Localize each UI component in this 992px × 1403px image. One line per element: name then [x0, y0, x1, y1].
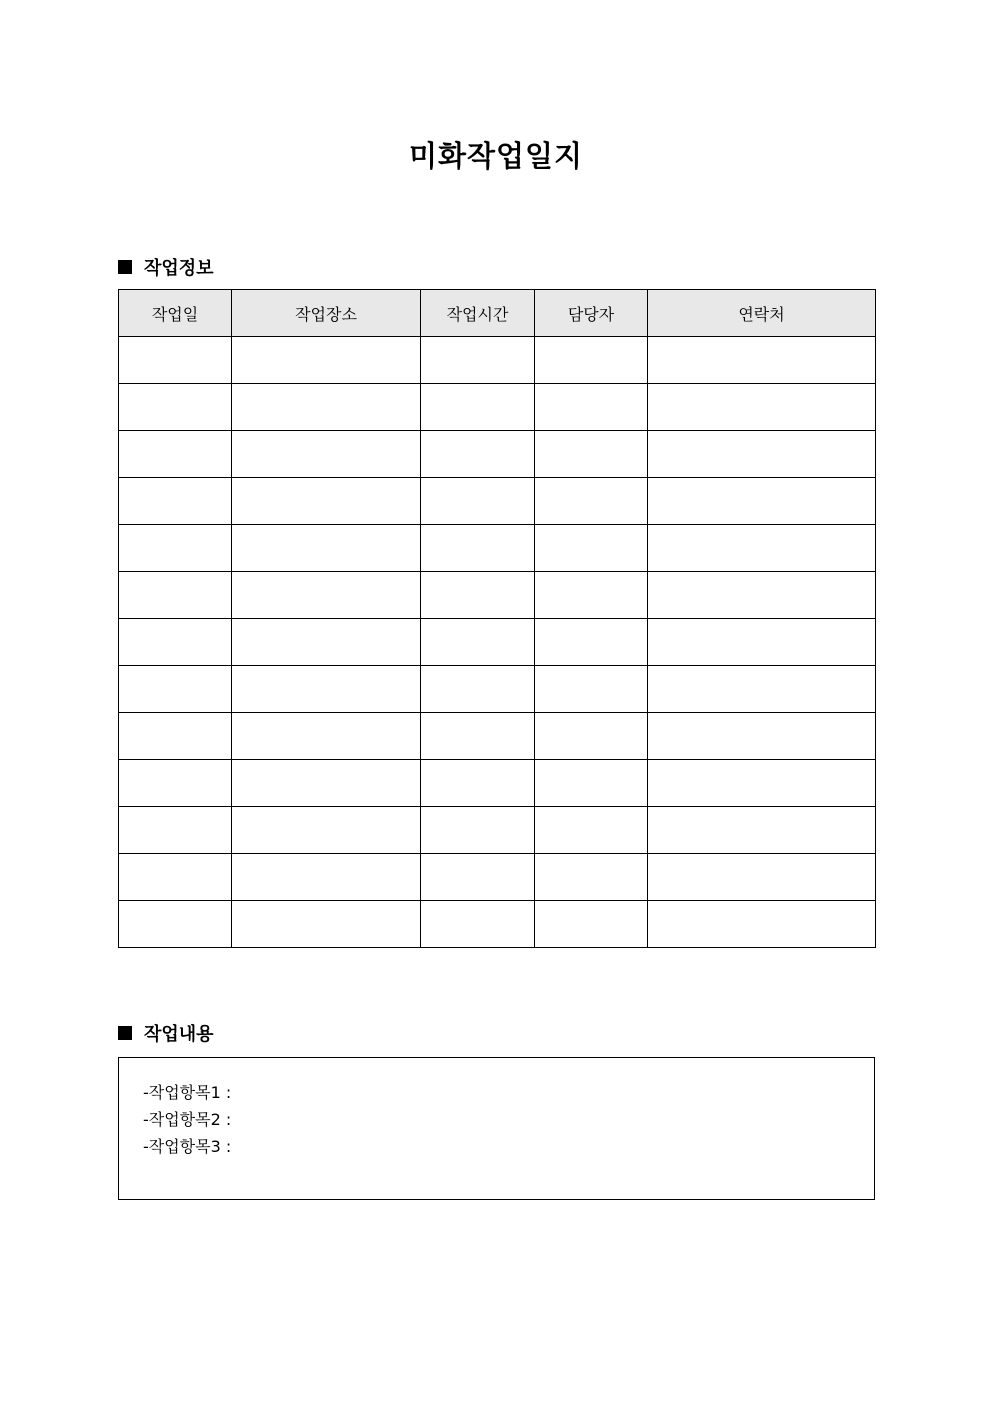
table-row — [119, 431, 876, 478]
cell-contact[interactable] — [648, 713, 876, 760]
cell-date[interactable] — [119, 384, 232, 431]
column-header-manager: 담당자 — [535, 290, 648, 337]
cell-date[interactable] — [119, 572, 232, 619]
cell-date[interactable] — [119, 525, 232, 572]
cell-location[interactable] — [232, 713, 421, 760]
work-item-1: -작업항목1 : — [143, 1083, 232, 1102]
cell-date[interactable] — [119, 337, 232, 384]
cell-contact[interactable] — [648, 901, 876, 948]
table-row — [119, 901, 876, 948]
cell-date[interactable] — [119, 666, 232, 713]
cell-time[interactable] — [421, 760, 535, 807]
cell-date[interactable] — [119, 478, 232, 525]
cell-location[interactable] — [232, 760, 421, 807]
cell-manager[interactable] — [535, 854, 648, 901]
section-heading-label: 작업내용 — [144, 1024, 214, 1045]
cell-location[interactable] — [232, 525, 421, 572]
work-content-box[interactable] — [118, 1057, 875, 1200]
table-row — [119, 572, 876, 619]
table-row — [119, 525, 876, 572]
cell-time[interactable] — [421, 713, 535, 760]
cell-location[interactable] — [232, 431, 421, 478]
cell-manager[interactable] — [535, 572, 648, 619]
table-row — [119, 760, 876, 807]
cell-contact[interactable] — [648, 478, 876, 525]
table-row — [119, 807, 876, 854]
document-title: 미화작업일지 — [408, 139, 584, 173]
cell-manager[interactable] — [535, 337, 648, 384]
cell-location[interactable] — [232, 807, 421, 854]
cell-time[interactable] — [421, 572, 535, 619]
work-item-2: -작업항목2 : — [143, 1110, 232, 1129]
cell-date[interactable] — [119, 854, 232, 901]
cell-time[interactable] — [421, 619, 535, 666]
cell-date[interactable] — [119, 713, 232, 760]
cell-time[interactable] — [421, 807, 535, 854]
table-row — [119, 666, 876, 713]
cell-location[interactable] — [232, 337, 421, 384]
square-bullet-icon — [118, 260, 132, 274]
cell-date[interactable] — [119, 431, 232, 478]
cell-time[interactable] — [421, 384, 535, 431]
cell-manager[interactable] — [535, 901, 648, 948]
cell-location[interactable] — [232, 572, 421, 619]
cell-contact[interactable] — [648, 337, 876, 384]
table-row — [119, 713, 876, 760]
work-info-table — [118, 289, 876, 948]
cell-contact[interactable] — [648, 854, 876, 901]
cell-manager[interactable] — [535, 807, 648, 854]
cell-manager[interactable] — [535, 384, 648, 431]
cell-contact[interactable] — [648, 431, 876, 478]
work-item-3: -작업항목3 : — [143, 1137, 232, 1156]
cell-location[interactable] — [232, 384, 421, 431]
cell-location[interactable] — [232, 619, 421, 666]
cell-time[interactable] — [421, 854, 535, 901]
section-heading-work-content — [118, 1020, 214, 1046]
cell-time[interactable] — [421, 901, 535, 948]
cell-date[interactable] — [119, 807, 232, 854]
cell-contact[interactable] — [648, 807, 876, 854]
column-header-contact: 연락처 — [648, 290, 876, 337]
cell-manager[interactable] — [535, 478, 648, 525]
cell-manager[interactable] — [535, 619, 648, 666]
column-header-location: 작업장소 — [232, 290, 421, 337]
table-row — [119, 854, 876, 901]
cell-location[interactable] — [232, 901, 421, 948]
section-heading-work-info — [118, 254, 214, 280]
cell-location[interactable] — [232, 666, 421, 713]
cell-date[interactable] — [119, 760, 232, 807]
cell-manager[interactable] — [535, 431, 648, 478]
column-header-time: 작업시간 — [421, 290, 535, 337]
table-row — [119, 619, 876, 666]
cell-manager[interactable] — [535, 525, 648, 572]
table-row — [119, 384, 876, 431]
cell-time[interactable] — [421, 666, 535, 713]
cell-time[interactable] — [421, 478, 535, 525]
cell-contact[interactable] — [648, 525, 876, 572]
cell-contact[interactable] — [648, 572, 876, 619]
cell-date[interactable] — [119, 901, 232, 948]
cell-location[interactable] — [232, 854, 421, 901]
cell-date[interactable] — [119, 619, 232, 666]
cell-manager[interactable] — [535, 713, 648, 760]
table-row — [119, 337, 876, 384]
square-bullet-icon — [118, 1026, 132, 1040]
cell-contact[interactable] — [648, 619, 876, 666]
cell-time[interactable] — [421, 337, 535, 384]
table-row — [119, 478, 876, 525]
cell-contact[interactable] — [648, 760, 876, 807]
column-header-date: 작업일 — [119, 290, 232, 337]
cell-location[interactable] — [232, 478, 421, 525]
cell-time[interactable] — [421, 431, 535, 478]
table-header-row — [119, 290, 876, 337]
cell-contact[interactable] — [648, 666, 876, 713]
cell-contact[interactable] — [648, 384, 876, 431]
cell-manager[interactable] — [535, 666, 648, 713]
section-heading-label: 작업정보 — [144, 258, 214, 279]
cell-manager[interactable] — [535, 760, 648, 807]
cell-time[interactable] — [421, 525, 535, 572]
